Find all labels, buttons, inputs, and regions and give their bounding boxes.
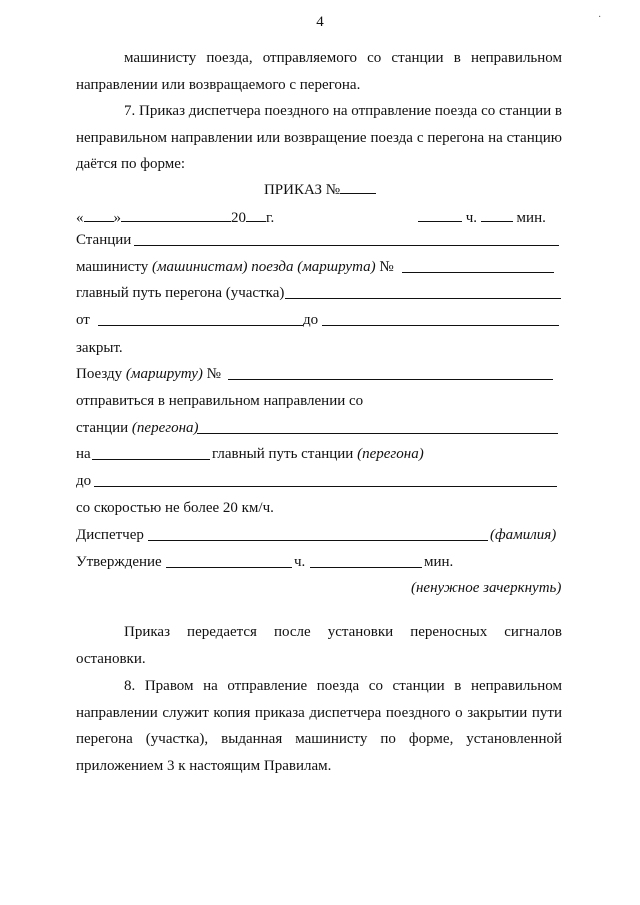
confirm-hours-blank <box>166 567 292 568</box>
corner-mark: · <box>598 12 602 23</box>
dispatcher-blank <box>148 540 488 541</box>
station-label: Станции <box>76 232 132 248</box>
order-number-blank <box>340 178 376 194</box>
train-line <box>76 366 221 383</box>
minutes-blank <box>481 206 513 222</box>
station-from-italic: (перегона) <box>131 420 199 436</box>
driver-label: машинисту <box>76 259 149 275</box>
confirm-hours-label: ч. <box>294 554 306 570</box>
confirm-minutes-label: мин. <box>424 554 454 570</box>
driver-line <box>76 259 394 276</box>
year-blank <box>246 206 266 222</box>
year-suffix: г. <box>266 210 275 226</box>
speed-label: со скоростью не более 20 км/ч. <box>76 500 274 516</box>
main-track-station-line <box>212 446 424 463</box>
paragraph-continuation: машинисту поезда, отправляемого со станции в неправильном направлении или возвращаемого с перегона. <box>76 50 562 93</box>
driver-label-italic: (машинистам) поезда (маршрута) <box>151 259 376 275</box>
year-prefix: 20 <box>231 210 246 226</box>
confirm-minutes-blank <box>310 567 422 568</box>
from-blank <box>98 325 303 326</box>
hours-blank <box>418 206 462 222</box>
till-label: до <box>76 473 92 489</box>
from-label: от <box>76 312 90 328</box>
strike-note: (ненужное зачеркнуть) <box>411 580 562 596</box>
to-blank <box>322 325 559 326</box>
paragraph-7: 7. Приказ диспетчера поездного на отправление поезда со станции в неправильном направлении или возвращение поезда с перегона на станцию даётся по форме: <box>76 103 562 172</box>
form-title-text: ПРИКАЗ № <box>263 182 341 198</box>
form-title <box>0 178 640 199</box>
hours-label: ч. <box>465 210 478 226</box>
on-label: на <box>76 446 91 462</box>
train-number-blank <box>228 379 553 380</box>
to-label: до <box>303 312 319 328</box>
month-blank <box>121 206 231 222</box>
main-track-station-italic: (перегона) <box>357 446 424 462</box>
train-label-italic: (маршруту) <box>125 366 203 382</box>
date-open-quote: « <box>76 210 84 226</box>
main-track-blank <box>285 298 561 299</box>
paragraph-after-form: Приказ передается после установки переносных сигналов остановки. <box>76 624 562 667</box>
page-number: 4 <box>316 14 324 30</box>
station-from-label: станции <box>76 420 129 436</box>
till-blank <box>94 486 557 487</box>
closed-label: закрыт. <box>76 340 123 356</box>
station-from-blank <box>197 433 558 434</box>
main-track-station-label: главный путь станции <box>212 446 354 462</box>
paragraph-8: 8. Правом на отправление поезда со станции в неправильном направлении служит копия приказа диспетчера поездного о закрытии пути перегона (участка), выданная машинисту по форме, установленной приложением 3 к настоящим Правилам. <box>76 678 562 774</box>
train-no: № <box>206 366 221 382</box>
minutes-label: мин. <box>516 210 546 226</box>
train-label: Поезду <box>76 366 123 382</box>
depart-label: отправиться в неправильном направлении со <box>76 393 364 409</box>
driver-no: № <box>379 259 394 275</box>
main-track-label: главный путь перегона (участка) <box>76 285 285 301</box>
day-blank <box>84 206 114 222</box>
time-fields <box>418 206 546 227</box>
on-track-blank <box>92 459 210 460</box>
dispatcher-surname-hint: (фамилия) <box>490 527 557 543</box>
station-from-line <box>76 420 199 437</box>
dispatcher-label: Диспетчер <box>76 527 144 543</box>
confirm-label: Утверждение <box>76 554 162 570</box>
station-blank <box>134 245 559 246</box>
date-close-quote: » <box>113 210 121 226</box>
driver-train-blank <box>402 272 554 273</box>
